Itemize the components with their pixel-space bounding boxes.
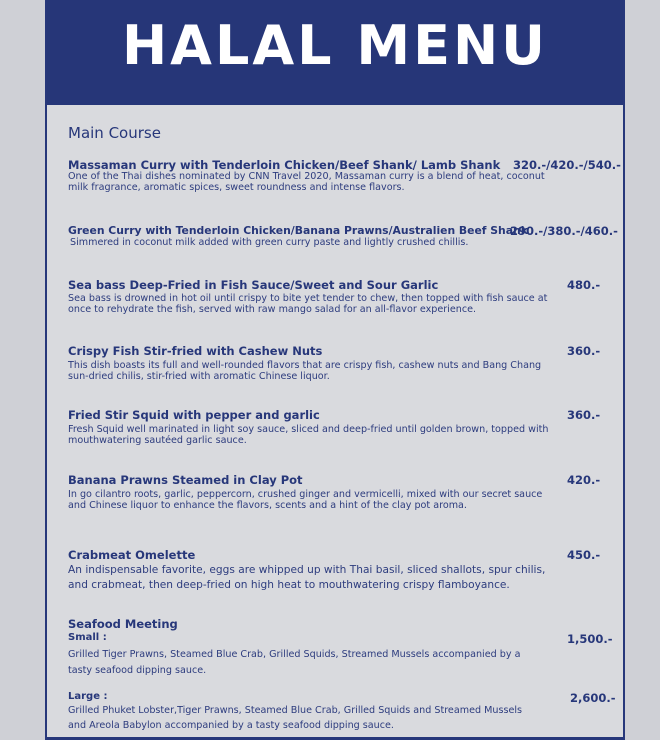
section-title: Main Course bbox=[68, 124, 161, 142]
dish-price: 360.- bbox=[567, 344, 601, 358]
dish-price: 360.- bbox=[567, 408, 601, 422]
dish-price: 480.- bbox=[567, 278, 601, 292]
dish-price-large: 2,600.- bbox=[570, 691, 616, 705]
size-label-large: Large : bbox=[68, 691, 108, 702]
dish-price: 290.-/380.-/460.- bbox=[510, 224, 618, 238]
menu-title: HALAL MENU bbox=[121, 14, 549, 77]
dish-description-small: Grilled Tiger Prawns, Steamed Blue Crab, Grilled Squids, Streamed Mussels accompanied by a tasty seafood dipping sauce. bbox=[68, 649, 521, 676]
dish-price: 450.- bbox=[567, 548, 601, 562]
title-banner bbox=[47, 0, 623, 105]
dish-price-small: 1,500.- bbox=[567, 632, 613, 646]
dish-description: Simmered in coconut milk added with green curry paste and lightly crushed chillis. bbox=[70, 237, 469, 248]
dish-description: In go cilantro roots, garlic, peppercorn, crushed ginger and vermicelli, mixed with our secret sauce and Chinese liquor to enhance the flavors, scents and a hint of the clay pot aroma. bbox=[68, 489, 543, 511]
dish-name: Green Curry with Tenderloin Chicken/Banana Prawns/Australien Beef Shank bbox=[68, 224, 528, 237]
dish-name: Sea bass Deep-Fried in Fish Sauce/Sweet and Sour Garlic bbox=[68, 278, 439, 292]
dish-description: This dish boasts its full and well-rounded flavors that are crispy fish, cashew nuts and Bang Chang sun-dried chilis, stir-fried with aromatic Chinese liquor. bbox=[68, 360, 542, 382]
size-label-small: Small : bbox=[68, 632, 107, 643]
dish-description-large: Grilled Phuket Lobster,Tiger Prawns, Steamed Blue Crab, Grilled Squids and Streamed Mussels and Areola Babylon accompanied by a tasty seafood dipping sauce. bbox=[68, 705, 523, 731]
dish-price: 320.-/420.-/540.- bbox=[513, 158, 621, 172]
dish-name: Banana Prawns Steamed in Clay Pot bbox=[68, 473, 303, 487]
dish-name: Crispy Fish Stir-fried with Cashew Nuts bbox=[68, 344, 323, 358]
menu-page bbox=[45, 0, 625, 740]
dish-name: Massaman Curry with Tenderloin Chicken/Beef Shank/ Lamb Shank bbox=[68, 158, 501, 172]
dish-description: Fresh Squid well marinated in light soy sauce, sliced and deep-fried until golden brown, topped with mouthwatering sautéed garlic sauce. bbox=[68, 424, 549, 446]
dish-description: Sea bass is drowned in hot oil until crispy to bite yet tender to chew, then topped with fish sauce at once to rehydrate the fish, served with raw mango salad for an all-flavor experience. bbox=[68, 293, 548, 315]
dish-price: 420.- bbox=[567, 473, 601, 487]
dish-name: Seafood Meeting bbox=[68, 617, 178, 631]
dish-name: Crabmeat Omelette bbox=[68, 548, 196, 562]
dish-description: An indispensable favorite, eggs are whipped up with Thai basil, sliced shallots, spur chilis, and crabmeat, then deep-fried on high heat to mouthwatering crispy flamboyance. bbox=[68, 564, 546, 591]
dish-name: Fried Stir Squid with pepper and garlic bbox=[68, 408, 320, 422]
dish-description: One of the Thai dishes nominated by CNN Travel 2020, Massaman curry is a blend of heat, coconut milk fragrance, aromatic spices, sweet roundness and intense flavors. bbox=[68, 171, 545, 193]
